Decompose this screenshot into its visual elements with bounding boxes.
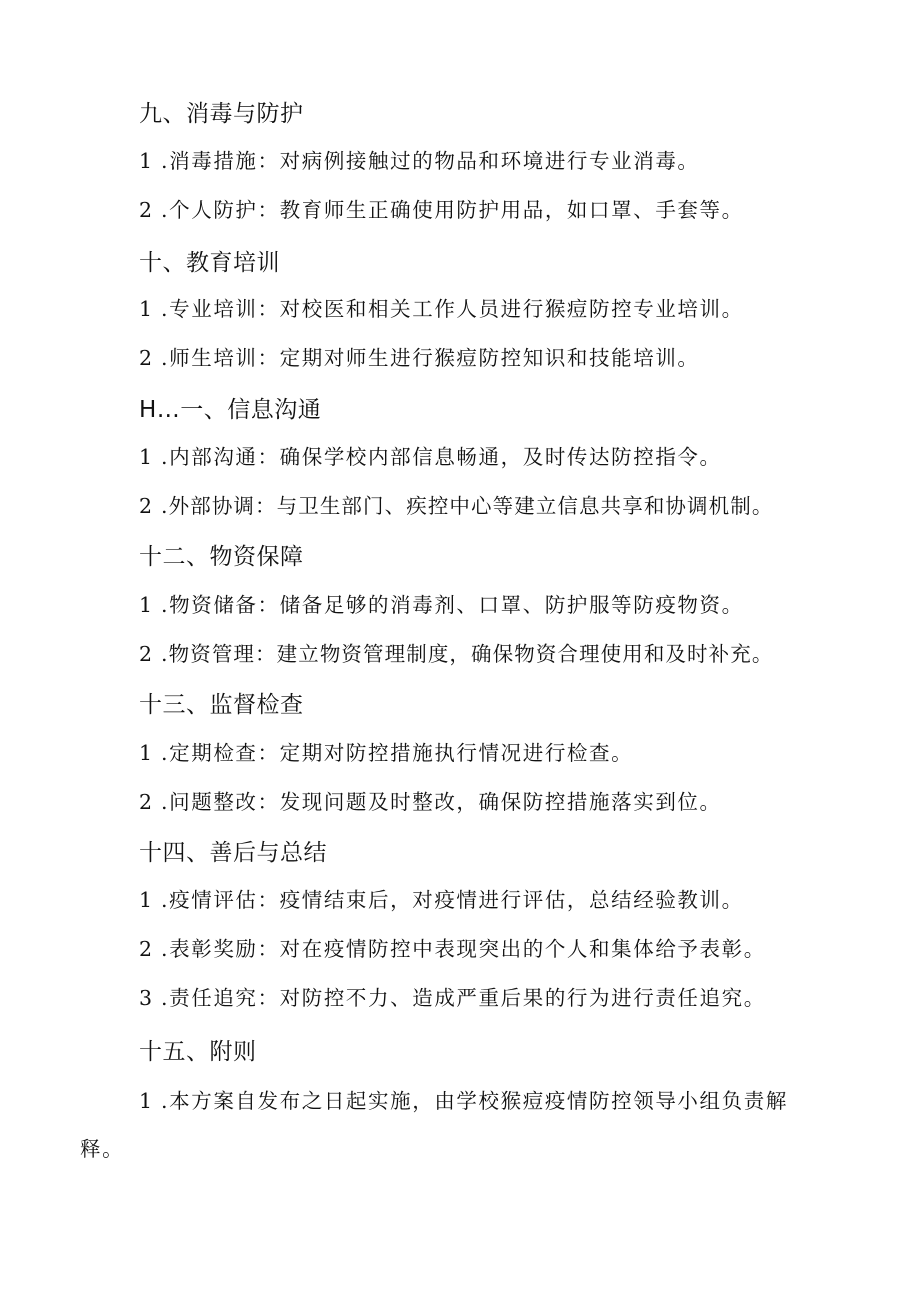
list-item [139,590,744,620]
list-item [139,343,700,373]
item-text: .内部沟通：确保学校内部信息畅通，及时传达防控指令。 [161,445,722,469]
list-item [139,885,744,915]
section-heading: H…一、信息沟通 [139,397,322,423]
item-number: 1 [139,888,154,912]
list-item [139,195,744,225]
item-number: 2 [139,790,154,814]
list-item [139,1086,788,1116]
item-number: 1 [139,297,154,321]
item-text: .消毒措施：对病例接触过的物品和环境进行专业消毒。 [161,149,700,173]
list-item [139,983,766,1013]
section-heading: 十三、监督检查 [139,692,304,718]
item-text: .师生培训：定期对师生进行猴痘防控知识和技能培训。 [161,346,700,370]
item-number: 1 [139,1089,154,1113]
item-text: .疫情评估：疫情结束后，对疫情进行评估，总结经验教训。 [161,888,744,912]
item-text-continuation: 释。 [80,1137,125,1161]
item-number: 1 [139,445,154,469]
section-heading: 九、消毒与防护 [139,101,304,127]
list-item [139,491,773,521]
section-heading: 十四、善后与总结 [139,840,327,866]
item-text: .责任追究：对防控不力、造成严重后果的行为进行责任追究。 [161,986,766,1010]
list-item [139,442,722,472]
item-number: 1 [139,741,154,765]
item-number: 2 [139,198,154,222]
list-item [139,934,766,964]
item-text: .物资管理：建立物资管理制度，确保物资合理使用和及时补充。 [161,642,774,666]
item-number: 1 [139,593,154,617]
item-number: 3 [139,986,154,1010]
item-text: .物资储备：储备足够的消毒剂、口罩、防护服等防疫物资。 [161,593,744,617]
item-number: 2 [139,494,154,518]
list-item [139,738,633,768]
section-heading: 十二、物资保障 [139,544,304,570]
section-heading: 十、教育培训 [139,250,280,276]
item-text: .定期检查：定期对防控措施执行情况进行检查。 [161,741,634,765]
item-number: 1 [139,149,154,173]
list-item [139,639,773,669]
list-item [139,146,700,176]
item-text: .外部协调：与卫生部门、疾控中心等建立信息共享和协调机制。 [161,494,774,518]
list-item [139,294,744,324]
item-text: .专业培训：对校医和相关工作人员进行猴痘防控专业培训。 [161,297,744,321]
item-text: .表彰奖励：对在疫情防控中表现突出的个人和集体给予表彰。 [161,937,766,961]
item-text: .个人防护：教育师生正确使用防护用品，如口罩、手套等。 [161,198,744,222]
section-heading: 十五、附则 [139,1039,257,1065]
item-number: 2 [139,937,154,961]
item-text: .问题整改：发现问题及时整改，确保防控措施落实到位。 [161,790,722,814]
item-number: 2 [139,642,154,666]
item-number: 2 [139,346,154,370]
item-text: .本方案自发布之日起实施，由学校猴痘疫情防控领导小组负责解 [161,1089,788,1113]
list-item [139,787,722,817]
